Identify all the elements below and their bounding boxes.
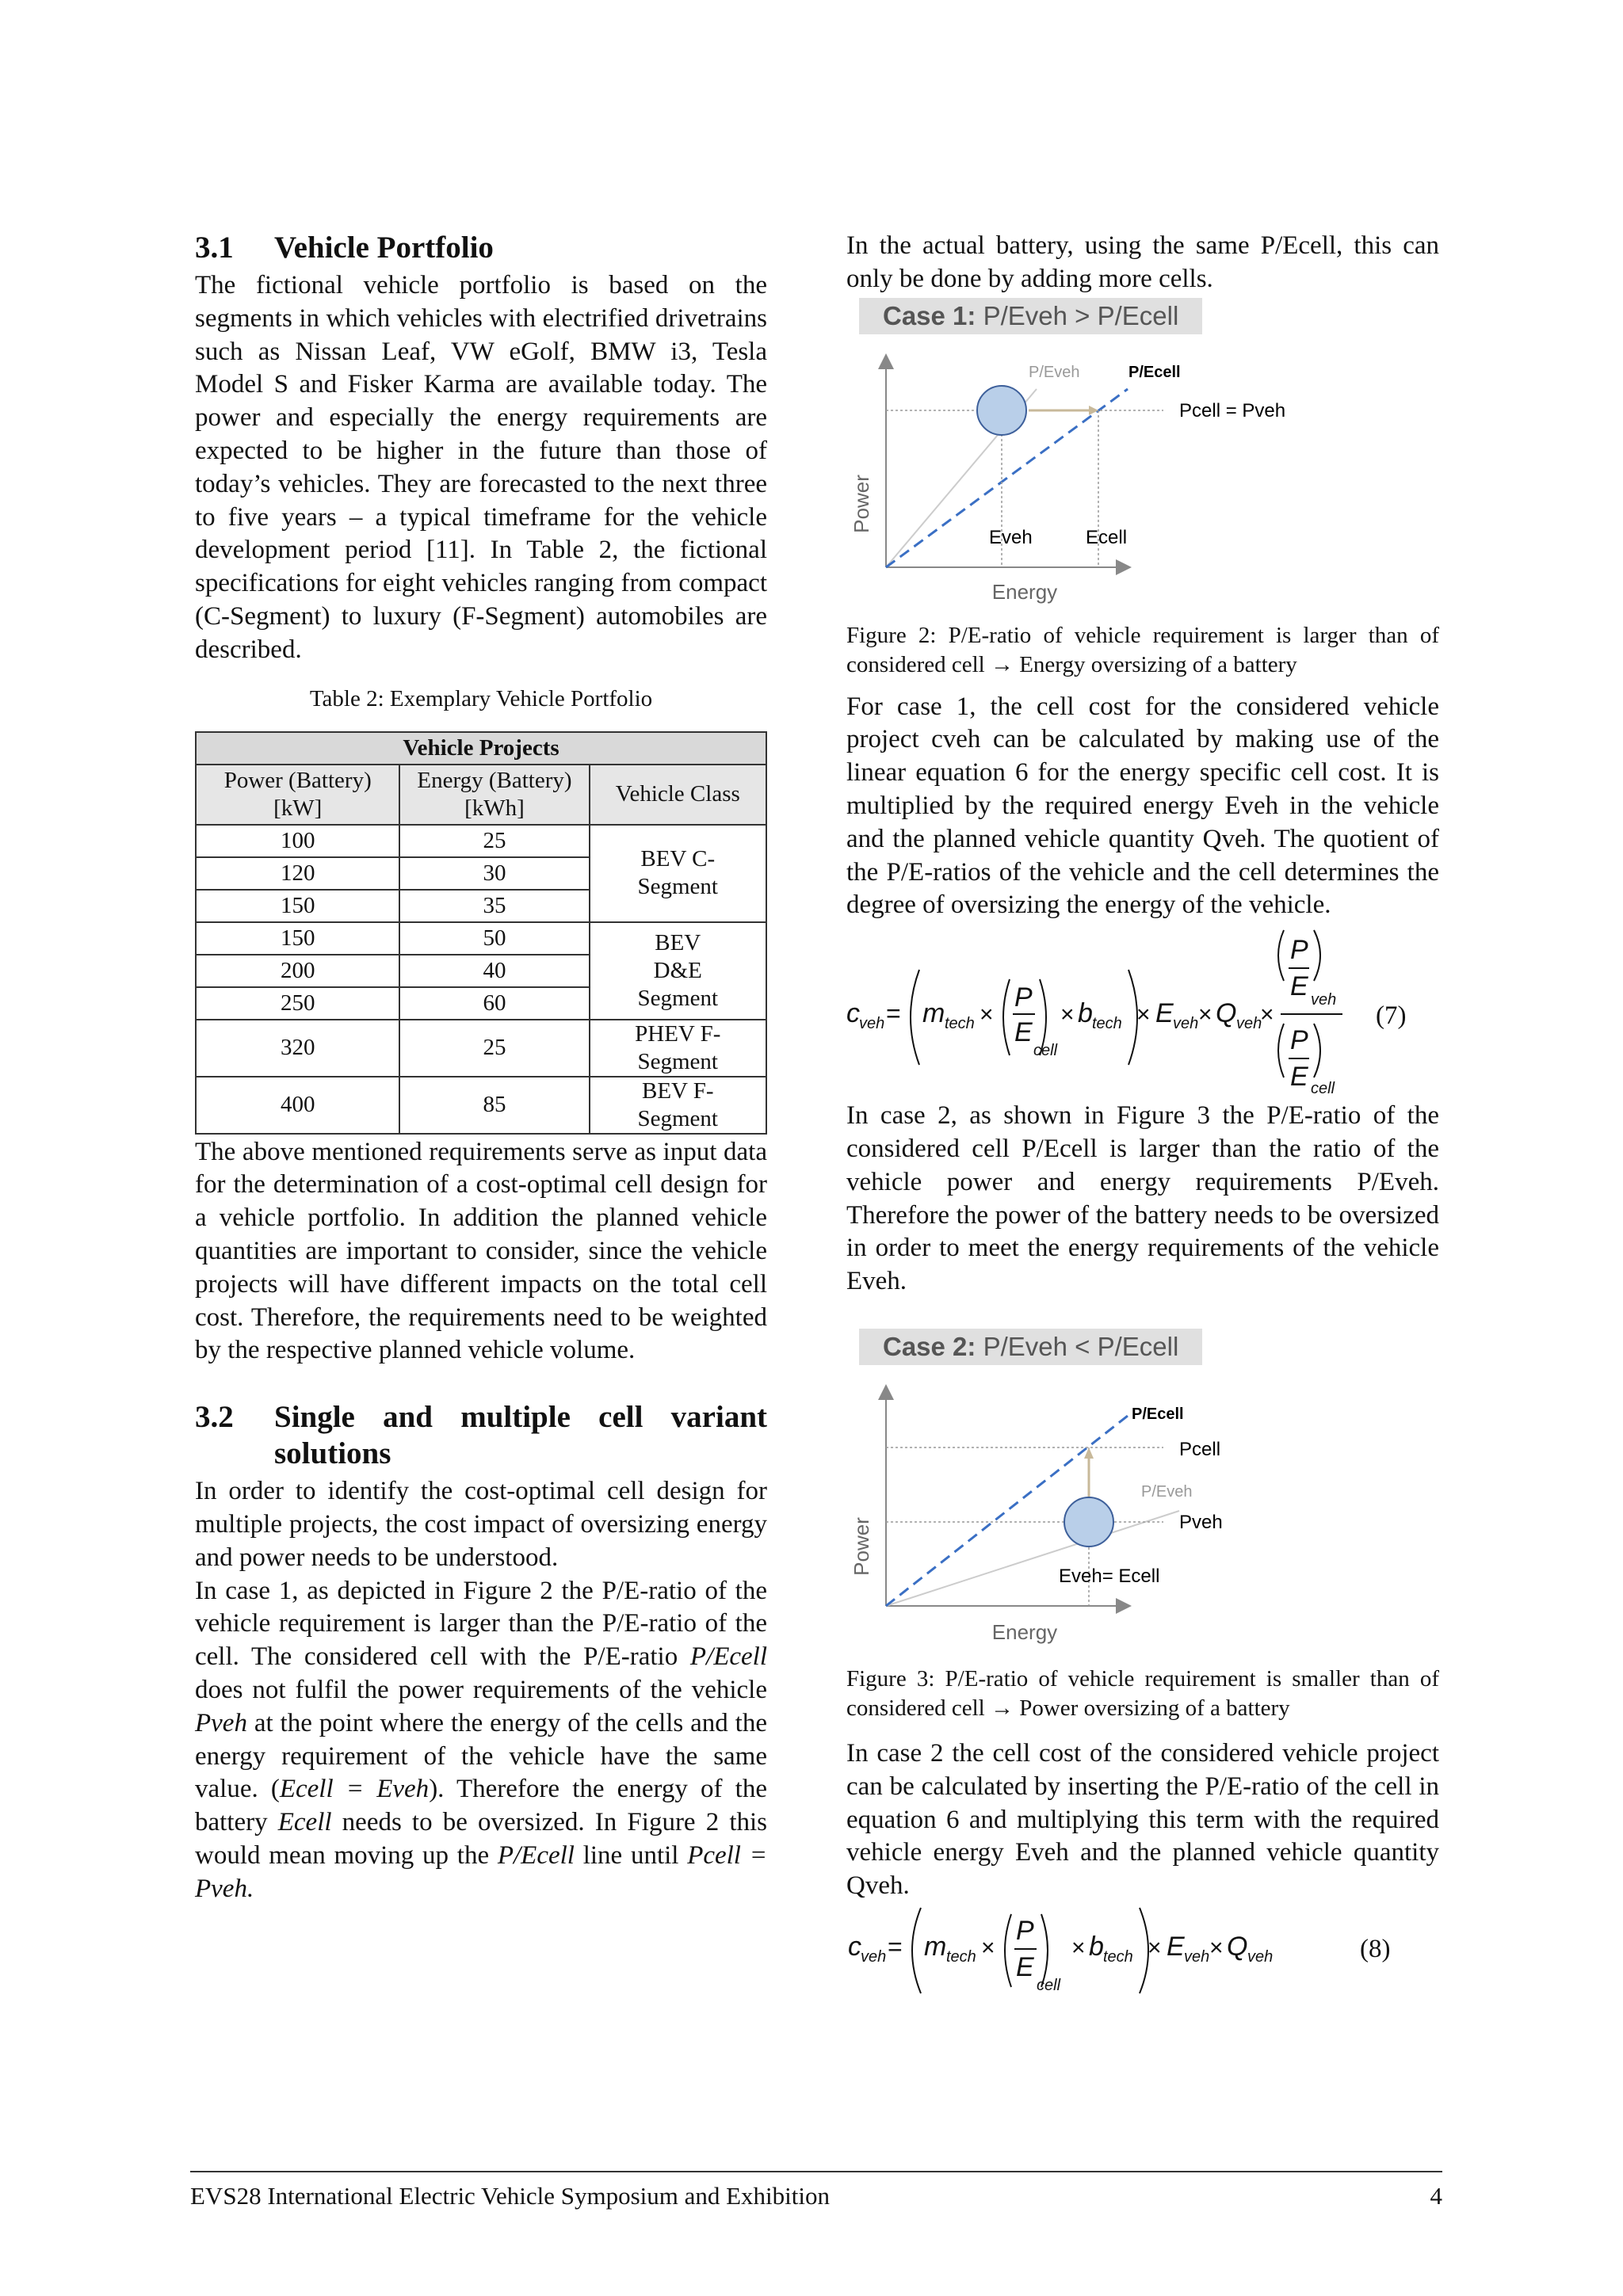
- svg-text:E: E: [1167, 1931, 1185, 1962]
- svg-text:E: E: [1016, 1951, 1034, 1982]
- svg-text:veh: veh: [859, 1015, 885, 1033]
- equation-8-formula: [846, 1903, 1439, 1998]
- table-row: [196, 825, 766, 857]
- svg-text:veh: veh: [1247, 1947, 1274, 1966]
- cell-power: 120: [196, 857, 399, 890]
- col-header-class: Vehicle Class: [590, 765, 766, 825]
- section-3-2-para-2: In case 1, as depicted in Figure 2 the P/E-ratio of the vehicle requirement is larger than the P/E-ratio of the cell. The considered cell with the P/E-ratio P/Ecell does not fulfil the power requirements of the vehicle Pveh at the point where the energy of the cells and the energy requirement of the vehicle have the same value. (Ecell = Eveh). Therefore the energy of the battery Ecell needs to be oversized. In Figure 2 this would mean moving up the P/Ecell line until Pcell = Pveh.: [195, 1576, 768, 1903]
- svg-text:cell: cell: [1033, 1042, 1058, 1060]
- pveh-label: Pveh: [1179, 1511, 1223, 1533]
- svg-text:c: c: [848, 1931, 861, 1962]
- case-2-paragraph: In case 2, as shown in Figure 3 the P/E-ratio of the considered cell P/Ecell is larger than the ratio of the vehicle power and energy requirements P/Eveh. Therefore the power of the battery needs to be oversized in order to meet the energy requirements of the vehicle Eveh.: [846, 1101, 1439, 1296]
- svg-text:P: P: [1290, 935, 1308, 966]
- cell-energy: 60: [399, 987, 589, 1020]
- pe-cell-label: P/Ecell: [1132, 1405, 1184, 1423]
- table-row: [196, 1077, 766, 1134]
- svg-text:=: =: [888, 1932, 903, 1961]
- col-header-power: Power (Battery) [kW]: [196, 765, 399, 825]
- cell-energy: 25: [399, 825, 589, 857]
- cell-energy: 50: [399, 922, 589, 955]
- e-veh-label: Eveh: [989, 526, 1033, 548]
- svg-text:×: ×: [981, 1934, 995, 1961]
- svg-text:m: m: [922, 998, 945, 1029]
- col-header-energy: Energy (Battery) [kWh]: [399, 765, 589, 825]
- svg-text:veh: veh: [1236, 1015, 1262, 1033]
- section-3-1-heading: 3.1 Vehicle Portfolio: [195, 231, 494, 265]
- svg-text:Q: Q: [1227, 1931, 1248, 1962]
- svg-text:×: ×: [1260, 1001, 1274, 1028]
- figure-3-caption: Figure 3: P/E-ratio of vehicle requirement is smaller than of considered cell → Power oversizing of a battery: [846, 1665, 1439, 1721]
- y-axis-label: Power: [850, 474, 873, 533]
- page-number: 4: [1430, 2182, 1442, 2210]
- cell-power: 150: [196, 890, 399, 922]
- y-axis-label: Power: [850, 1517, 873, 1576]
- svg-text:×: ×: [1148, 1934, 1162, 1961]
- svg-text:c: c: [846, 998, 860, 1029]
- eveh-ecell-label: Eveh= Ecell: [1059, 1565, 1160, 1587]
- figure-3-diagram: [846, 1329, 1439, 1646]
- svg-text:cell: cell: [1311, 1080, 1335, 1098]
- vehicle-portfolio-table: [195, 731, 767, 1135]
- svg-text:×: ×: [1136, 1001, 1151, 1028]
- svg-text:veh: veh: [1173, 1015, 1199, 1033]
- case-1-paragraph: For case 1, the cell cost for the considered vehicle project cveh can be calculated by making use of the linear equation 6 for the energy specific cell cost. It is multiplied by the required energy Eveh in the vehicle and the planned vehicle quantity Qveh. The quotient of the P/E-ratios of the vehicle and the cell determines the degree of oversizing the energy of the vehicle.: [846, 692, 1439, 920]
- section-3-1-para-2: The above mentioned requirements serve as input data for the determination of a cost-optimal cell design for a vehicle portfolio. In addition the planned vehicle quantities are important to consider, since the vehicle projects will have different impacts on the total cell cost. Therefore, the requirements need to be weighted by the respective planned vehicle volume.: [195, 1137, 767, 1365]
- x-axis-label: Energy: [991, 1619, 1058, 1644]
- svg-text:m: m: [924, 1931, 947, 1962]
- table-title: Vehicle Projects: [196, 732, 766, 765]
- svg-text:veh: veh: [861, 1947, 887, 1966]
- svg-text:×: ×: [1071, 1934, 1086, 1961]
- pcell-label: Pcell: [1179, 1438, 1221, 1460]
- section-3-1-para-1: The fictional vehicle portfolio is based on the segments in which vehicles with electrified drivetrains such as Nissan Leaf, VW eGolf, BMW i3, Tesla Model S and Fisker Karma are available today. The power and especially the energy requirements are expected to be higher in the future than those of today’s vehicles. They are forecasted to the next three to five years – a typical timeframe for the vehicle development period [11]. In Table 2, the fictional specifications for eight vehicles ranging from compact (C-Segment) to luxury (F-Segment) automobiles are described.: [195, 271, 767, 664]
- case-1-label: Case 1: P/Eveh > P/Ecell: [859, 298, 1202, 334]
- section-3-2-para-1: In order to identify the cost-optimal cell design for multiple projects, the cost impact of oversizing energy and power needs to be understood.: [195, 1477, 767, 1572]
- svg-text:E: E: [1014, 1017, 1033, 1048]
- cell-class: BEV D&E Segment: [590, 922, 766, 1020]
- cell-power: 150: [196, 922, 399, 955]
- intro-text: In the actual battery, using the same P/Ecell, this can only be done by adding more cells.: [846, 231, 1439, 293]
- x-axis-label: Energy: [991, 579, 1058, 604]
- table-2-caption: Table 2: Exemplary Vehicle Portfolio: [309, 685, 653, 711]
- pe-cell-label: P/Ecell: [1128, 363, 1181, 381]
- equation-7-formula: [846, 922, 1439, 1098]
- svg-text:tech: tech: [1103, 1947, 1133, 1966]
- svg-text:×: ×: [980, 1001, 994, 1028]
- svg-text:E: E: [1155, 998, 1174, 1029]
- cell-power: 250: [196, 987, 399, 1020]
- pcell-pveh-label: Pcell = Pveh: [1179, 399, 1286, 421]
- svg-text:×: ×: [1198, 1001, 1212, 1028]
- cell-power: 100: [196, 825, 399, 857]
- svg-text:E: E: [1290, 971, 1308, 1002]
- cell-class: PHEV F- Segment: [590, 1020, 766, 1077]
- svg-text:veh: veh: [1311, 991, 1337, 1009]
- svg-text:=: =: [886, 999, 901, 1028]
- svg-text:tech: tech: [1092, 1015, 1122, 1033]
- cell-energy: 25: [399, 1020, 589, 1077]
- cell-energy: 35: [399, 890, 589, 922]
- svg-text:b: b: [1078, 998, 1093, 1029]
- svg-text:cell: cell: [1037, 1976, 1061, 1994]
- figure-2: [846, 298, 1439, 607]
- table-row: [196, 922, 766, 955]
- vehicle-requirement-circle: [1064, 1497, 1113, 1547]
- equation-7: [846, 922, 1439, 1098]
- svg-text:tech: tech: [945, 1015, 975, 1033]
- case-2b-paragraph: In case 2 the cell cost of the considered vehicle project can be calculated by inserting the P/E-ratio of the cell in equation 6 and multiplying this term with the required vehicle energy Eveh and the planned vehicle quantity Qveh.: [846, 1738, 1439, 1901]
- page-footer: [190, 2171, 1442, 2210]
- equation-8: [846, 1903, 1439, 1998]
- vehicle-requirement-circle: [977, 386, 1026, 435]
- svg-text:b: b: [1089, 1931, 1104, 1962]
- section-3-2-heading: 3.2 Single and multiple cell variant solutions: [195, 1400, 767, 1471]
- cell-class: BEV F- Segment: [590, 1077, 766, 1134]
- arrow-head: [1089, 406, 1098, 415]
- cell-power: 400: [196, 1077, 399, 1134]
- svg-text:×: ×: [1060, 1001, 1075, 1028]
- svg-text:×: ×: [1209, 1934, 1224, 1961]
- svg-text:veh: veh: [1184, 1947, 1210, 1966]
- svg-text:tech: tech: [946, 1947, 976, 1966]
- cell-power: 200: [196, 955, 399, 987]
- cell-energy: 40: [399, 955, 589, 987]
- cell-class: BEV C-Segment: [590, 825, 766, 922]
- footer-conference: EVS28 International Electric Vehicle Symposium and Exhibition: [190, 2182, 830, 2210]
- pe-veh-line: [886, 1511, 1179, 1606]
- cell-power: 320: [196, 1020, 399, 1077]
- cell-energy: 85: [399, 1077, 589, 1134]
- svg-text:P: P: [1016, 1915, 1034, 1946]
- table-row: [196, 1020, 766, 1077]
- svg-text:P: P: [1290, 1025, 1308, 1056]
- pe-veh-label: P/Eveh: [1029, 363, 1080, 381]
- equation-8-number: (8): [1360, 1934, 1391, 1963]
- cell-energy: 30: [399, 857, 589, 890]
- figure-2-diagram: [846, 298, 1439, 607]
- figure-2-caption: Figure 2: P/E-ratio of vehicle requirement is larger than of considered cell → Energy oversizing of a battery: [846, 622, 1439, 677]
- case-2-label: Case 2: P/Eveh < P/Ecell: [859, 1329, 1202, 1365]
- equation-7-number: (7): [1376, 1001, 1407, 1031]
- svg-text:E: E: [1290, 1062, 1308, 1093]
- e-cell-label: Ecell: [1086, 526, 1128, 548]
- pe-veh-label: P/Eveh: [1141, 1482, 1193, 1501]
- left-column: [195, 230, 767, 1906]
- right-column: [846, 230, 1439, 1998]
- svg-text:Q: Q: [1216, 998, 1237, 1029]
- svg-text:P: P: [1014, 982, 1033, 1013]
- figure-3: [846, 1329, 1439, 1646]
